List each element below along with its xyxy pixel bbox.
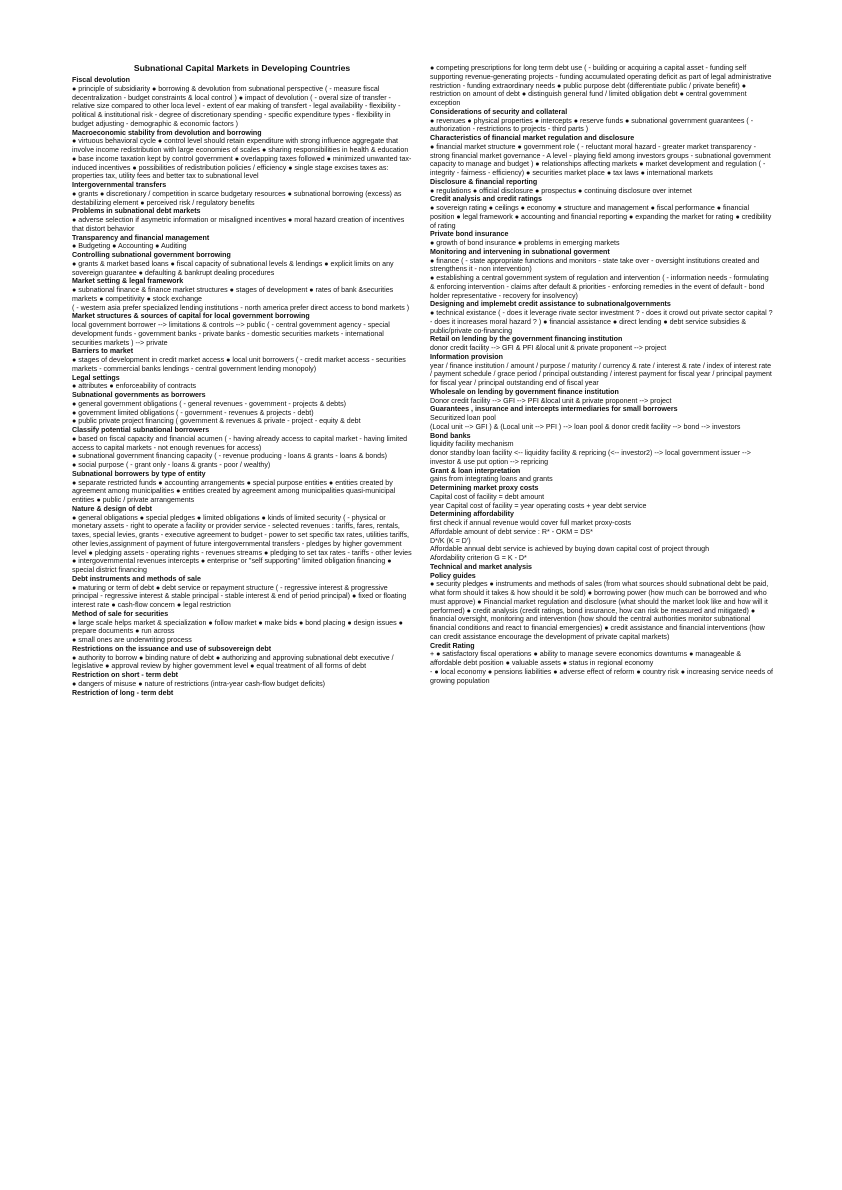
section-text: ● technical existance ( - does it leverage rivate sector investment ? - does it crowd out private sector capital ? - does it increases moral hazard ? ) ● financial assistance ● direct lending ● debt service subsidies & public/private co-financing [430,309,773,335]
section-heading: Information provision [430,352,503,361]
section-heading: Considerations of security and collateral [430,107,568,116]
section [72,505,412,575]
section-text: (Local unit --> GFI ) & (Local unit --> PFI ) --> loan pool & donor credit facility --> bond --> investors [430,422,741,431]
section-text: ● separate restricted funds ● accounting arrangements ● special purpose entities ● entities created by agreement among municipalities ● entities created by agreement among municipalities quasi-municipal entities ● public / private arrangements [72,478,396,504]
section [430,178,774,196]
section-text: year / finance institution / amount / purpose / maturity / currency & rate / interest & rate / index of interest rate / payment schedule / grace period / principal outstanding / interest payment for fiscal year / principal payment for fiscal year / principal outstanding end of fiscal year [430,361,772,387]
section-text: ( - western asia prefer specialized lending institutions - north america prefer direct access to bond markets ) [72,303,410,312]
section-heading: Restriction on short - term debt [72,671,179,679]
section-heading: Debt instruments and methods of sale [72,574,201,583]
section-text: ● financial market structure ● government role ( - reluctant moral hazard - greater market transparency - strong financial market governance - A level - playing field among investors groups - subnational government capacity to manage and budget ) ● relationships affecting markets ● market development and regulation ( - integrity - fairness - efficiency) ● securities market place ● tax laws ● international markets [430,142,771,177]
section [430,432,774,467]
section [430,300,774,335]
section-text: ● adverse selection if asymetric information or misaligned incentives ● moral hazard creation of incentives that distort behavior [72,216,405,233]
section-heading: Designing and implemebt credit assistance to subnationalgovernments [430,300,671,309]
section-heading: Characteristics of financial market regulation and disclosure [430,134,635,142]
section [430,467,774,485]
section [430,510,774,563]
section-text: ● public private project financing ( government & revenues & private - project - equity & debt [72,417,361,426]
section-text: ● attributes ● enforceability of contracts [72,382,197,391]
section-heading: Grant & loan interpretation [430,466,521,475]
section-heading: Controlling subnational government borrowing [72,251,231,259]
section-heading: Barriers to market [72,347,134,356]
section-text: first check if annual revenue would cover full market proxy-costs [430,519,632,527]
section-heading: Wholesale on lending by government finance institution [430,387,619,396]
left-column [72,63,412,697]
section-text: local government borrower --> limitations & controls --> public ( - central government agency - special development funds - government banks - private banks - domestic securities markets - international securities markets ) --> private [72,321,390,347]
section [430,405,774,431]
section-heading: Restrictions on the issuance and use of subsovereign debt [72,644,272,653]
section [72,207,412,233]
section [72,277,412,312]
section-heading: Market structures & sources of capital for local government borrowing [72,312,310,321]
section [430,484,774,510]
right-column [430,64,774,685]
section-text: D*/K (K = D') [430,536,471,545]
section-heading: Monitoring and intervening in subnational goverment [430,247,610,256]
section-text: donor standby loan facility <-- liquidity facility & repricing (<-- investor2) --> local government issuer --> investor & use put option --> repricing [430,449,751,466]
section [72,470,412,505]
section [72,251,412,277]
section [72,575,412,610]
section-text: Affordable amount of debt service : R* - OKM = DS* [430,527,593,536]
section-text: ● government limited obligations ( - government - revenues & projects - debt) [72,408,314,417]
section-heading: Subnational governments as borrowers [72,391,206,399]
section [430,64,774,108]
section-heading: Intergovernmental transfers [72,181,167,189]
section-heading: Credit Rating [430,641,475,650]
section-text: ● large scale helps market & specialization ● follow market ● make bids ● bond placing ● design issues ● prepare documents ● run across [72,618,403,636]
section-text: ● revenues ● physical properties ● intercepts ● reserve funds ● subnational government guarantees ( - authorization - restrictions to projects - third parts ) [430,116,754,134]
section [430,230,774,248]
section [430,353,774,388]
section-text: ● stages of development in credit market access ● local unit borrowers ( - credit market access - securities markets - commercial banks lendings - central government lending monopoly) [72,356,406,373]
section [72,312,412,347]
section-text: ● maturing or term of debt ● debt service or repayment structure ( - regressive interest & progressive principal - regressive interest & stable principal - stable interest & end of period principal) ● fixed or floating interest rate ● cash-flow concern ● legal restriction [72,583,407,609]
section [430,134,774,178]
section-heading: Method of sale for securities [72,609,169,618]
section-text: ● security pledges ● instruments and methods of sales (from what sources should subnational debt be paid, what form should it takes & how should it be sold) ● borrowing power (how much can be borrowed and who must approve) ● Financial market regulation and disclosure (what should the market look like and how will it performed) ● credit analysis (credit ratings, bond insurance, how can risk be measured and mitigated) ● financial oversight, monitoring and intervention (how should the central authorities monitor subnational financial conditions and react to financial emergencies) ● credit assistance and financial interventions (how can credit assistance encourage the development of private capital markets) [430,580,769,641]
section [72,671,412,689]
section [72,426,412,470]
section [430,563,774,572]
section [72,391,412,426]
section-text: - ● local economy ● pensions liabilities ● adverse effect of reform ● country risk ● increasing service needs of growing population [430,667,774,685]
section-heading: Policy guides [430,571,476,580]
section [72,645,412,671]
section-text: ● authority to borrow ● binding nature of debt ● authorizing and approving subnational debt executive / legislative ● approval review by higher government level ● equal treatment of all forms of debt [72,653,394,671]
section-text: ● finance ( - state appropriate functions and monitors - state take over - oversight institutions created and strengthens it - non intervention) [430,256,760,274]
section-text: + ● satisfactory fiscal operations ● ability to manage severe economics downturns ● manageable & affordable debt position ● valuable assets ● status in regional economy [430,650,742,667]
section-text: ● dangers of misuse ● nature of restrictions (intra-year cash-flow budget deficits) [72,679,326,688]
section-text: Securitized loan pool [430,414,496,422]
section-text: ● growth of bond insurance ● problems in emerging markets [430,239,620,247]
section-text: ● sovereign rating ● ceilings ● economy ● structure and management ● fiscal performance ● financial position ● legal framework ● accounting and financial reporting ● expanding the market for rating ● credibility of rating [430,204,772,230]
section-text: ● social purpose ( - grant only - loans & grants - poor / wealthy) [72,461,271,469]
section [72,181,412,207]
section [430,248,774,301]
section-heading: Fiscal devolution [72,76,130,84]
section-text: ● regulations ● official disclosure ● prospectus ● continuing disclosure over internet [430,186,692,195]
section [430,195,774,230]
section [72,129,412,182]
section [72,234,412,252]
section-heading: Nature & design of debt [72,504,153,513]
section-text: ● based on fiscal capacity and financial acumen ( - having already access to capital market - having limited access to capital markets - not enough revenues for access) [72,434,408,452]
section-heading: Technical and market analysis [430,562,532,571]
section-text: Affordable annual debt service is achieved by buying down capital cost of project through [430,545,710,554]
section-heading: Determining market proxy costs [430,484,539,492]
section-heading: Restriction of long - term debt [72,688,174,697]
section-heading: Subnational borrowers by type of entity [72,469,206,478]
left-sections [72,76,412,697]
section-text: gains from integrating loans and grants [430,475,553,484]
section-heading: Market setting & legal framework [72,277,184,286]
section-text: ● virtuous behavioral cycle ● control level should retain expenditure with strong influence aggregate that involve income redistribution with large economies of scales ● sharing responsibilities in health & education ● base income taxation kept by control government ● overlapping taxes followed ● minimized unwanted tax-induced incentives ● possibilities of redistribution policies / efficiency ● single stage excises taxes as: properties tax, utility fees and better tax to subnational level [72,137,412,181]
section-heading: Classify potential subnational borrowers [72,426,210,434]
section [72,76,412,129]
section-heading: Retail on lending by the government financing institution [430,335,623,344]
section-text: donor credit facility --> GFI & PFI &local unit & private proponent --> project [430,344,667,352]
section-text: ● subnational finance & finance market structures ● stages of development ● rates of bank &securities markets ● competitivity ● stock exchange [72,286,394,303]
section-text: liquidity facility mechanism [430,440,514,449]
section [430,335,774,353]
section-heading: Disclosure & financial reporting [430,177,538,186]
section [430,572,774,642]
section-heading: Legal settings [72,373,120,382]
section-text: ● subnational government financing capacity ( - revenue producing - loans & grants - loans & bonds) [72,452,388,461]
section-text: Donor credit facility --> GFI --> PFI &local unit & private proponent --> project [430,396,672,405]
section-heading: Credit analysis and credit ratings [430,195,542,204]
section-text: ● establishing a central government system of regulation and intervention ( - information needs - formulating & enforcing intervention - claims after default & priorities - enforcing remedies in the event of default - bond holder representative - recovery for insolvency) [430,274,769,300]
section-text: year Capital cost of facility = year operating costs + year debt service [430,501,647,510]
section-heading: Transparency and financial management [72,233,210,242]
section-text: ● grants & market based loans ● fiscal capacity of subnational levels & lendings ● explicit limits on any sovereign guarantee ● defaulting & bankrupt dealing procedures [72,259,394,277]
section [430,108,774,134]
section-heading: Private bond insurance [430,230,509,239]
section-text: Capital cost of facility = debt amount [430,492,545,501]
section [72,610,412,645]
section-text: ● competing prescriptions for long term debt use ( - building or acquiring a capital asset - funding self supporting revenue-generating projects - funding accumulated operating deficit as part of legal administrative restriction - funding extraordinary needs ● public purpose debt (differentiate public / private benefit) ● restriction on amount of debt ● distinguish general fund / limited obligation debt ● central government exception [430,64,772,107]
section [430,388,774,406]
section-heading: Bond banks [430,431,471,440]
section-text: Afordability criterion G = K - D* [430,554,527,562]
section [430,642,774,686]
section-text: ● Budgeting ● Accounting ● Auditing [72,242,187,251]
section-heading: Problems in subnational debt markets [72,207,201,216]
section [72,374,412,392]
section [72,347,412,373]
section-heading: Guarantees , insurance and intercepts intermediaries for small borrowers [430,405,678,414]
section-text: ● general obligations ● special pledges ● limited obligations ● kinds of limited security ( - physical or monetary assets - right to operate a facility or provider service - selected revenues : tariffs, fares, rentals, taxes, special levies, grants - executive agreement to budget - power to set specific tax rates, utilities tariffs, other levies,assignment of payment of future intergovernmental transfers - pledges by higher government level ● pledging assets - operating rights - revenues streams ● pledging to set tax rates - tariffs - other levies ● intergovernmental revenues intercepts ● enterprise or "self supporting" limited obligation financing ● special district financing [72,513,412,574]
section-heading: Determining affordability [430,510,514,519]
section-heading: Macroeconomic stability from devolution and borrowing [72,128,262,137]
document-title: Subnational Capital Markets in Developing Countries [133,63,351,73]
section-text: ● principle of subsidiarity ● borrowing & devolution from subnational perspective ( - measure fiscal decentralization - budget constraints & local control ) ● impact of devolution ( - overal size of transfer - relative size compared to other loca level - extent of ear making of transfert - legal availability - flexibility - political & institutional risk - degree of discretionary spending - specific expenditure types - flexibility in budget adjusting - demographic & economic factors ) [72,84,401,128]
section-text: ● general government obligations ( - general revenues - government - projects & debts) [72,399,346,408]
section-text: ● small ones are underwriting process [72,636,192,644]
right-sections [430,64,774,685]
section-text: ● grants ● discretionary / competition in scarce budgetary resources ● subnational borrowing (excess) as destabilizing element ● perceived risk / regulatory benefits [72,189,402,207]
section [72,689,412,698]
